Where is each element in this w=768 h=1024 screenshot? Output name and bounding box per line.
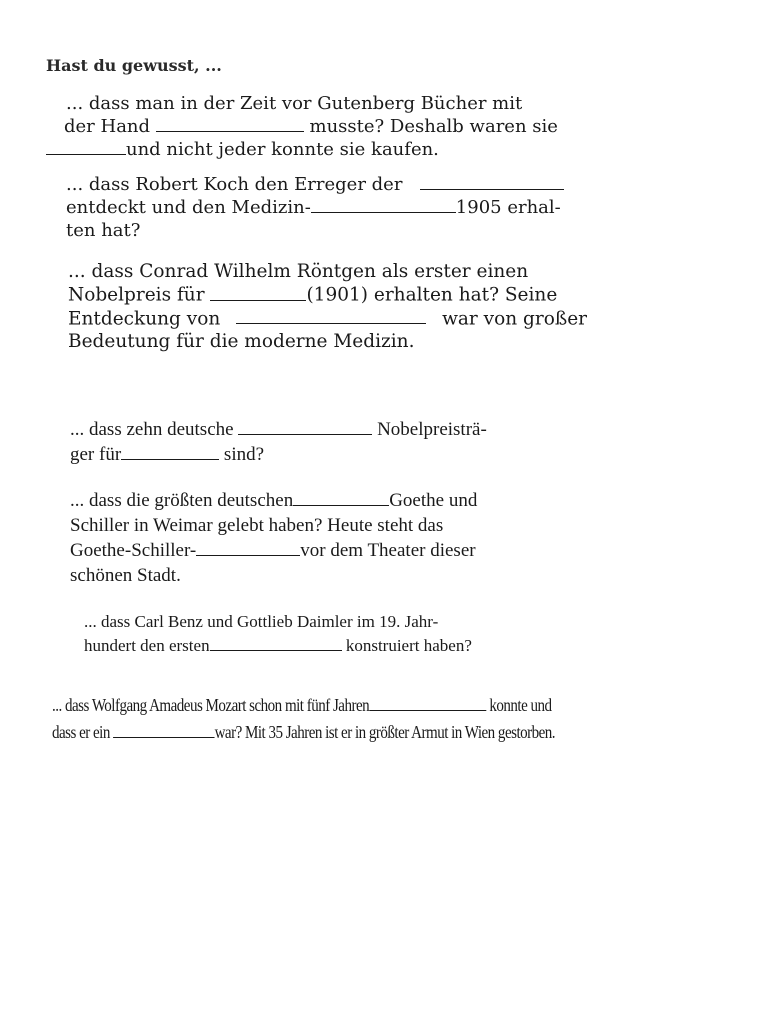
text-line	[66, 173, 716, 196]
fill-in-blank[interactable]	[196, 538, 300, 556]
text-segment: und nicht jeder konnte sie kaufen.	[126, 139, 439, 161]
text-segment: 1905 erhal-	[455, 197, 561, 219]
fill-in-blank[interactable]	[293, 488, 389, 506]
paragraph-goethe-schiller	[70, 488, 670, 588]
text-segment: war? Mit 35 Jahren ist er in größter Armut in Wien gestorben.	[214, 722, 556, 742]
text-line	[68, 307, 708, 331]
text-line	[52, 692, 663, 719]
text-line	[66, 196, 716, 219]
text-line	[46, 138, 706, 161]
fill-in-blank[interactable]	[113, 721, 214, 738]
text-line	[84, 634, 644, 658]
text-segment: konstruiert haben?	[345, 636, 472, 655]
text-segment: (1901) erhalten hat? Seine	[306, 284, 558, 306]
fill-in-blank[interactable]	[369, 694, 486, 711]
text-line	[70, 488, 670, 513]
text-line: ... dass Conrad Wilhelm Röntgen als erster einen	[68, 261, 529, 282]
text-segment: ... dass die größten deutschen	[70, 490, 294, 512]
fill-in-blank[interactable]	[420, 173, 564, 190]
paragraph-gutenberg	[46, 92, 706, 161]
text-segment: war von großer	[442, 308, 588, 330]
text-line: ... dass Carl Benz und Gottlieb Daimler im 19. Jahr-	[84, 612, 439, 631]
worksheet-heading: Hast du gewusst, ...	[46, 56, 222, 75]
fill-in-blank[interactable]	[210, 635, 342, 651]
text-segment: Nobelpreis für	[68, 284, 205, 306]
text-line	[46, 115, 706, 138]
fill-in-blank[interactable]	[46, 138, 126, 155]
text-segment: entdeckt und den Medizin-	[66, 197, 311, 219]
fill-in-blank[interactable]	[238, 417, 372, 435]
text-segment: ... dass zehn deutsche	[70, 419, 234, 441]
paragraph-koch	[66, 173, 716, 242]
fill-in-blank[interactable]	[156, 115, 304, 132]
fill-in-blank[interactable]	[210, 283, 306, 301]
text-segment: ... dass Wolfgang Amadeus Mozart schon mit fünf Jahren	[52, 695, 370, 715]
text-segment: Nobelpreisträ-	[377, 419, 487, 441]
fill-in-blank[interactable]	[121, 442, 219, 460]
paragraph-benz-daimler	[84, 610, 644, 658]
paragraph-roentgen	[68, 260, 708, 353]
text-segment: ger für	[70, 444, 122, 466]
text-line: ten hat?	[66, 220, 141, 242]
text-segment: musste? Deshalb waren sie	[309, 116, 558, 138]
text-segment: der Hand	[64, 116, 151, 138]
text-segment: konnte und	[489, 695, 552, 715]
text-segment: hundert den ersten	[84, 636, 210, 655]
text-segment: Entdeckung von	[68, 308, 221, 330]
fill-in-blank[interactable]	[236, 307, 426, 325]
text-line	[68, 283, 708, 307]
text-segment: vor dem Theater dieser	[300, 540, 476, 562]
text-line	[70, 417, 670, 442]
paragraph-nobel-laureates	[70, 417, 670, 467]
text-segment: Goethe-Schiller-	[70, 540, 197, 562]
text-segment: sind?	[223, 444, 265, 466]
text-line: schönen Stadt.	[70, 565, 181, 587]
text-line	[52, 719, 663, 746]
text-segment: ... dass Robert Koch den Erreger der	[66, 174, 403, 196]
fill-in-blank[interactable]	[311, 196, 456, 213]
text-line	[70, 442, 670, 467]
text-line	[70, 538, 670, 563]
text-line: ... dass man in der Zeit vor Gutenberg Bücher mit	[66, 93, 523, 114]
text-line: Schiller in Weimar gelebt haben? Heute steht das	[70, 515, 444, 537]
paragraph-mozart	[52, 692, 663, 746]
text-segment: dass er ein	[52, 722, 110, 742]
text-segment: Goethe und	[389, 490, 478, 512]
text-line: Bedeutung für die moderne Medizin.	[68, 331, 415, 353]
